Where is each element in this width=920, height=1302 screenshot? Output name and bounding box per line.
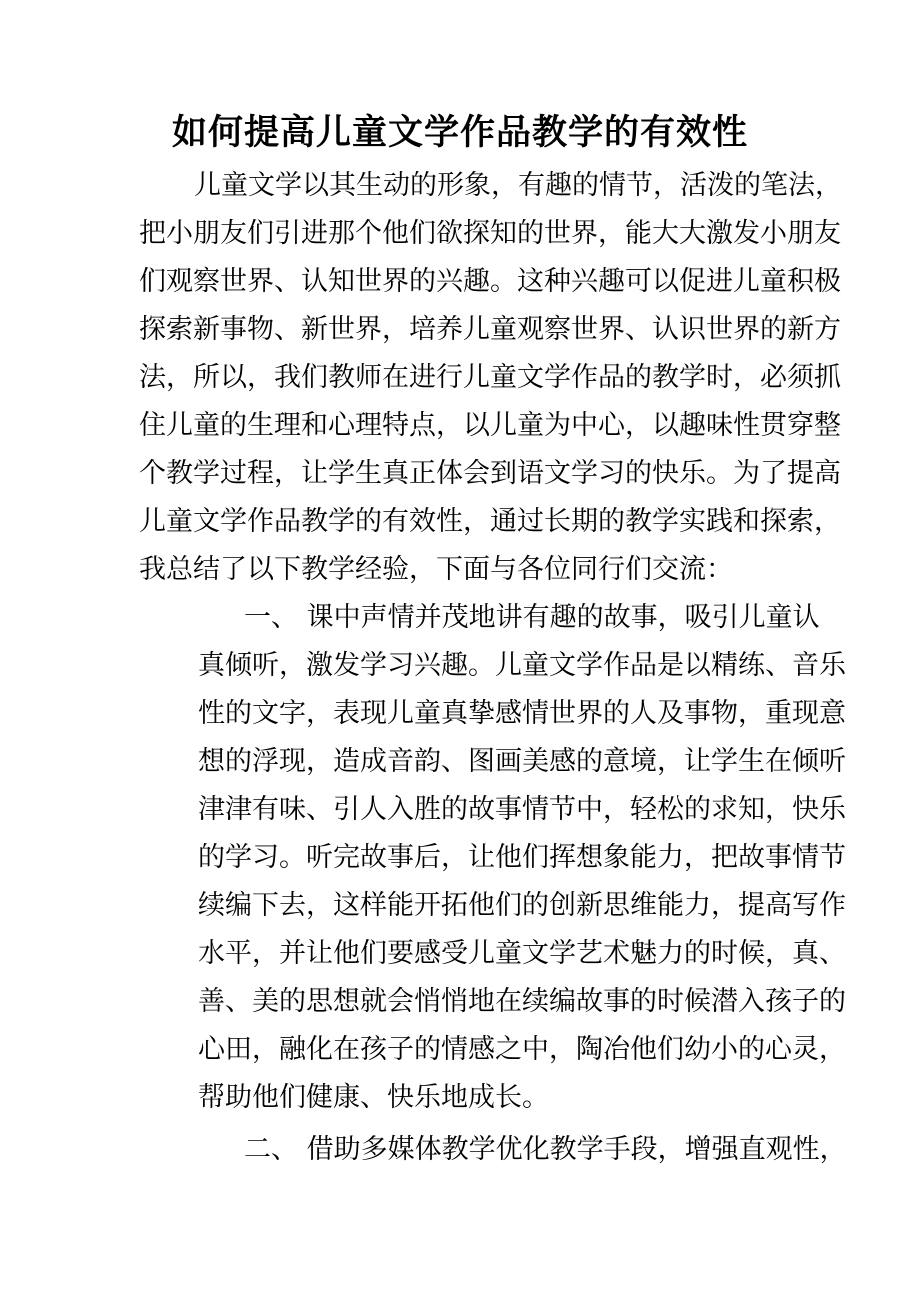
section-1-line: 善、美的思想就会悄悄地在续编故事的时候潜入孩子的 bbox=[198, 986, 846, 1017]
section-1-line: 心田，融化在孩子的情感之中，陶冶他们幼小的心灵， bbox=[198, 1034, 846, 1065]
intro-line: 儿童文学以其生动的形象，有趣的情节，活泼的笔法， bbox=[194, 170, 842, 201]
section-1-line: 续编下去，这样能开拓他们的创新思维能力，提高写作 bbox=[198, 890, 846, 921]
intro-line: 我总结了以下教学经验，下面与各位同行们交流： bbox=[139, 554, 733, 585]
section-1-line: 津津有味、引人入胜的故事情节中，轻松的求知，快乐 bbox=[198, 794, 846, 825]
intro-line: 住儿童的生理和心理特点，以儿童为中心，以趣味性贯穿整 bbox=[139, 410, 841, 441]
section-1-line: 真倾听，激发学习兴趣。儿童文学作品是以精练、音乐 bbox=[198, 650, 846, 681]
document-title: 如何提高儿童文学作品教学的有效性 bbox=[171, 112, 748, 153]
section-1-line: 一、 课中声情并茂地讲有趣的故事，吸引儿童认 bbox=[244, 602, 820, 633]
intro-line: 法，所以，我们教师在进行儿童文学作品的教学时，必须抓 bbox=[139, 362, 841, 393]
section-2-line: 二、 借助多媒体教学优化教学手段，增强直观性， bbox=[244, 1134, 847, 1165]
section-1-line: 的学习。听完故事后，让他们挥想象能力，把故事情节 bbox=[198, 842, 846, 873]
section-1-line: 性的文字，表现儿童真挚感情世界的人及事物，重现意 bbox=[198, 698, 846, 729]
intro-line: 把小朋友们引进那个他们欲探知的世界，能大大激发小朋友 bbox=[139, 218, 841, 249]
section-1-line: 水平，并让他们要感受儿童文学艺术魅力的时候，真、 bbox=[198, 938, 846, 969]
intro-line: 探索新事物、新世界，培养儿童观察世界、认识世界的新方 bbox=[139, 314, 841, 345]
intro-line: 们观察世界、认知世界的兴趣。这种兴趣可以促进儿童积极 bbox=[139, 266, 841, 297]
intro-line: 个教学过程，让学生真正体会到语文学习的快乐。为了提高 bbox=[139, 458, 841, 489]
section-1-line: 帮助他们健康、快乐地成长。 bbox=[198, 1082, 549, 1113]
intro-line: 儿童文学作品教学的有效性，通过长期的教学实践和探索， bbox=[139, 506, 841, 537]
section-1-line: 想的浮现，造成音韵、图画美感的意境，让学生在倾听 bbox=[198, 746, 846, 777]
